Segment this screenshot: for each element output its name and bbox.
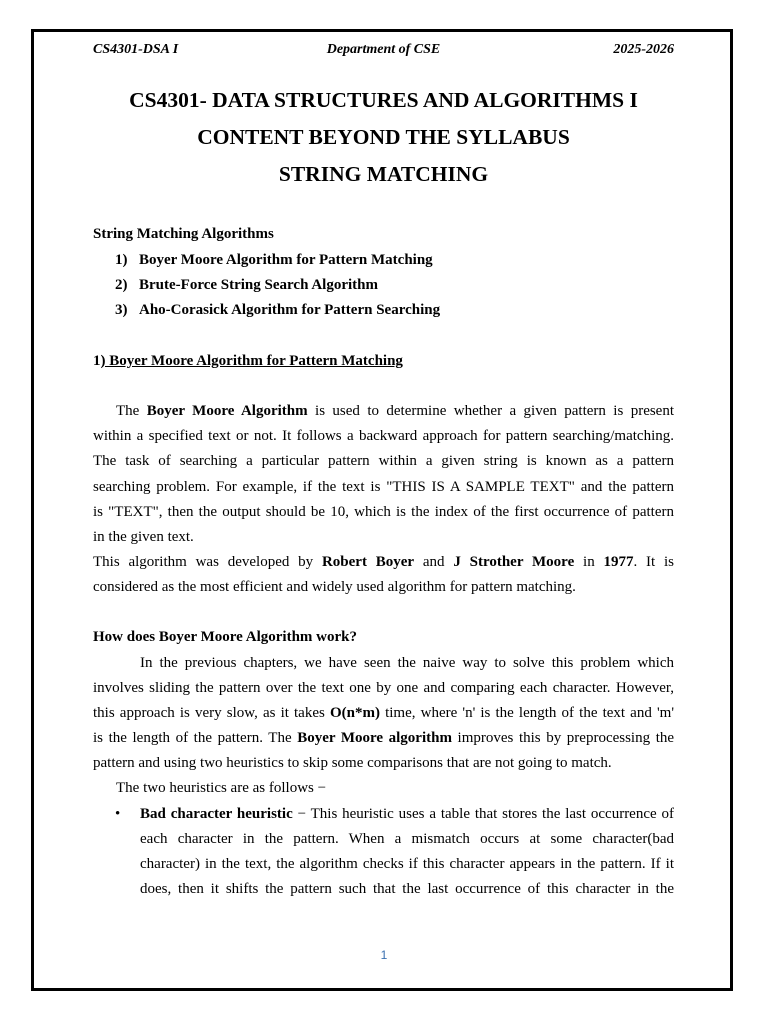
- content-subtitle: CONTENT BEYOND THE SYLLABUS: [197, 125, 570, 149]
- history-line-2: considered as the most efficient and widely used algorithm for pattern matching.: [93, 579, 576, 595]
- bullet-line-4: does, then it shifts the pattern such that the last occurrence of this character in the: [140, 881, 674, 897]
- page-header: [93, 42, 674, 60]
- list-text: Brute-Force String Search Algorithm: [139, 277, 378, 293]
- bullet-line-2: each character in the pattern. When a mismatch occurs at some character(bad: [140, 831, 674, 847]
- how-line-5: pattern and using two heuristics to skip some comparisons that are not going to match.: [93, 755, 612, 771]
- intro-line-5: is "TEXT", then the output should be 10, which is the index of the first occurrence of pattern: [93, 504, 674, 520]
- bullet-line-3: character) in the text, the algorithm checks if this character appears in the pattern. If it: [140, 856, 674, 872]
- author-2: J Strother Moore: [453, 554, 575, 570]
- list-number: 3): [115, 302, 128, 318]
- header-course-code: CS4301-DSA I: [93, 42, 179, 57]
- how-line-3: this approach is very slow, as it takes O(n*m) time, where 'n' is the length of the text and 'm': [93, 705, 675, 721]
- intro-line-1: The Boyer Moore Algorithm is used to determine whether a given pattern is present: [116, 403, 675, 419]
- bullet-icon: •: [115, 806, 121, 822]
- course-title: CS4301- DATA STRUCTURES AND ALGORITHMS I: [129, 88, 638, 112]
- complexity: O(n*m): [329, 705, 380, 721]
- page-number: 1: [380, 948, 388, 962]
- list-item: [115, 250, 696, 270]
- list-number: 1): [115, 252, 128, 268]
- how-line-6: The two heuristics are as follows −: [116, 780, 327, 796]
- section-heading: [93, 351, 674, 371]
- section-title: ) Boyer Moore Algorithm for Pattern Matching: [100, 353, 403, 369]
- section-number: 1: [93, 353, 101, 369]
- header-department: Department of CSE: [326, 42, 441, 57]
- how-heading: How does Boyer Moore Algorithm work?: [93, 629, 358, 645]
- author-1: Robert Boyer: [321, 554, 415, 570]
- algorithms-heading: String Matching Algorithms: [93, 226, 274, 242]
- year: 1977: [603, 554, 634, 570]
- how-line-4: is the length of the pattern. The Boyer Moore algorithm improves this by preprocessing the: [93, 730, 675, 746]
- header-year: 2025-2026: [613, 42, 674, 57]
- list-text: Boyer Moore Algorithm for Pattern Matching: [139, 252, 433, 268]
- how-line-2: involves sliding the pattern over the text one by one and comparing each character. However,: [93, 680, 674, 696]
- term-boyer-moore-algorithm: Boyer Moore algorithm: [297, 730, 452, 746]
- topic-title: STRING MATCHING: [278, 162, 489, 186]
- term-boyer-moore: Boyer Moore Algorithm: [146, 403, 308, 419]
- term-bad-character: Bad character heuristic: [140, 806, 293, 822]
- list-item: [115, 275, 696, 295]
- list-item: [115, 300, 696, 320]
- intro-line-6: in the given text.: [93, 529, 194, 545]
- list-number: 2): [115, 277, 128, 293]
- intro-line-2: within a specified text or not. It follows a backward approach for pattern searching/matching.: [93, 428, 674, 444]
- bullet-line-1: Bad character heuristic − This heuristic uses a table that stores the last occurrence of: [140, 806, 675, 822]
- intro-line-4: searching problem. For example, if the text is "THIS IS A SAMPLE TEXT" and the pattern: [93, 479, 674, 495]
- intro-line-3: The task of searching a particular pattern within a given string is known as a pattern: [93, 453, 674, 469]
- how-line-1: In the previous chapters, we have seen the naive way to solve this problem which: [140, 655, 674, 671]
- list-text: Aho-Corasick Algorithm for Pattern Searching: [139, 302, 441, 318]
- history-line-1: This algorithm was developed by Robert Boyer and J Strother Moore in 1977. It is: [93, 554, 675, 570]
